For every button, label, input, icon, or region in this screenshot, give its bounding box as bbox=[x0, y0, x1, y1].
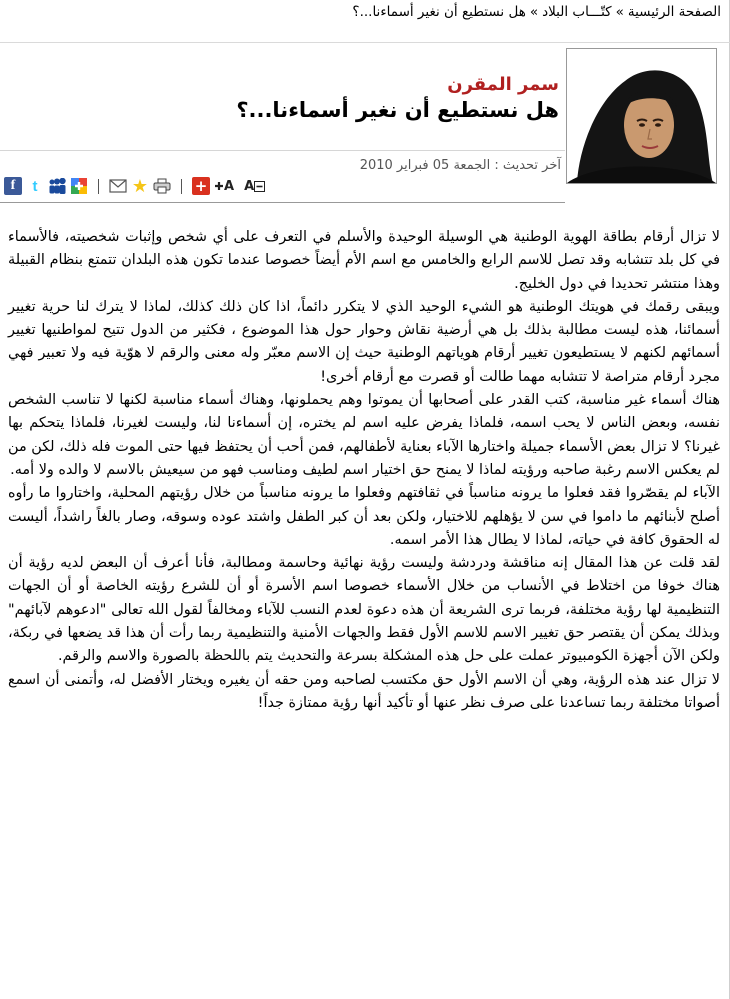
facebook-icon[interactable]: f bbox=[4, 177, 22, 195]
google-icon[interactable] bbox=[70, 177, 88, 195]
font-increase-label: A bbox=[224, 178, 235, 194]
article-paragraph: ويبقى رقمك في هويتك الوطنية هو الشيء الوحيد الذي لا يتكرر دائماً، اذا كان ذلك كذلك، لماذا لا يترك لنا حرية تغيير أسمائنا، هذه ليست مطالبة بذلك بل هي أرضية نقاش وحوار حول هذا الموضوع ، فكثير من الدول تتيح لمواطنيها تغيير أسمائهم لكنهم لا يستطيعون تغيير أرقام هوياتهم الوطنية حيث إن الاسم معبّر وله معنى والرقم لا هوّية فيه ولا تعبير فهي مجرد أرقام متراصة لا تتشابه مهما طالت أو قصرت مع أرقام أخرى! bbox=[8, 298, 720, 385]
email-icon[interactable] bbox=[109, 177, 127, 195]
toolbar-divider bbox=[98, 179, 99, 194]
last-update: آخر تحديث : الجمعة 05 فبراير 2010 bbox=[359, 158, 561, 173]
breadcrumb-separator: » bbox=[529, 4, 539, 20]
article-body bbox=[8, 226, 720, 715]
article-title: هل نستطيع أن نغير أسماءنا...؟ bbox=[236, 98, 559, 122]
meta-divider bbox=[0, 150, 565, 151]
toolbar-divider bbox=[181, 179, 182, 194]
author-name[interactable]: سمر المقرن bbox=[447, 74, 559, 95]
breadcrumb-section-link[interactable]: كتّـــاب البلاد bbox=[542, 4, 612, 20]
article-paragraph: لا تزال أرقام بطاقة الهوية الوطنية هي الوسيلة الوحيدة والأسلم في التعرف على أي شخص وإثبات شخصيته، فالأسماء في كل بلد تتشابه وقد تصل للاسم الرابع والخامس مع اسم الأم أيضاً خصوصا عندما تكون هذه البلدان تتمتع بنظام القبيلة وهذا منتشر تحديدا في دول الخليج. bbox=[8, 229, 720, 292]
add-icon[interactable]: + bbox=[192, 177, 210, 195]
article-paragraph: هناك أسماء غير مناسبة، كتب القدر على أصحابها أن يموتوا وهم يحملونها، وهناك أسماء مناسبة لكنها لا تناسب الشخص نفسه، وبعض الناس لا يحب اسمه، فلماذا يفرض عليه اسم لم يختره، إن أسماءنا لنا، وليست لغيرنا، فلماذا يتحكم بها غيرنا؟ لا تزال بعض الأسماء جميلة واختارها الآباء بعناية لأطفالهم، فمن أحب أن يحتفظ فيها حتى الموت فله ذلك، لكن من لم يعكس الاسم رغبة صاحبه ورؤيته لماذا لا يمنح حق اختيار اسم لطيف ومناسب فهو من سيعيش بالاسم لا والده ولا أمه. bbox=[8, 392, 720, 478]
print-icon[interactable] bbox=[153, 177, 171, 195]
font-decrease-label: A bbox=[244, 178, 255, 194]
article-paragraph: لقد قلت عن هذا المقال إنه مناقشة ودردشة وليست رؤية نهائية وحاسمة ومطالبة، فأنا أعرف أن البعض لديه رؤية أن هناك خوفا من اختلاط في الأنساب من خلال الأسماء خصوصا اسم الأسرة أو أن للشرع رؤيته الخاصة أو أن الجهات التنظيمية لها رؤية مختلفة، فربما ترى الشريعة أن هذه دعوة لعدم النسب للآباء ومخالفاً لقول الله تعالى "ادعوهم لآبائهم" وبذلك يمكن أن يقتصر حق تغيير الاسم للاسم الأول فقط والجهات الأمنية والتنظيمية ربما رأت أن هذا قد يضعها في ربكة، ولكن الآن أجهزة الكومبيوتر عملت على حل هذه المشكلة بسرعة والتحديث يتم باللحظة بالصورة والاسم والرقم. bbox=[8, 555, 720, 665]
breadcrumb-current: هل نستطيع أن نغير أسماءنا...؟ bbox=[352, 4, 526, 20]
font-decrease-icon[interactable] bbox=[244, 179, 265, 194]
top-divider bbox=[0, 42, 730, 43]
content-divider bbox=[0, 202, 565, 203]
favorite-star-icon[interactable]: ★ bbox=[131, 175, 149, 197]
myspace-icon[interactable] bbox=[48, 177, 66, 195]
font-increase-icon[interactable] bbox=[214, 179, 234, 194]
breadcrumb-home-link[interactable]: الصفحة الرئيسية bbox=[627, 4, 721, 20]
breadcrumb-separator: » bbox=[615, 4, 624, 20]
article-paragraph: الآباء لم يقصّروا فقد فعلوا ما يرونه مناسباً في ثقافتهم وفعلوا ما يرونه مناسباً من خلال رؤيتهم المحلية، واختاروا ما رأوه أصلح لأبنائهم ما داموا في سن لا يؤهلهم للاختيار، ولكن بعد أن كبر الطفل واشتد عوده وسوقه، وصار بالغاً راشداً، أليست له الحقوق كافة في حياته، لماذا لا يطال هذا الأمر اسمه. bbox=[8, 485, 720, 548]
twitter-icon[interactable]: t bbox=[32, 177, 38, 195]
author-photo bbox=[566, 48, 717, 184]
share-toolbar bbox=[4, 175, 265, 197]
article-paragraph: لا تزال عند هذه الرؤية، وهي أن الاسم الأول حق مكتسب لصاحبه ومن حقه أن يغيره ويختار الأفضل له، وأتمنى أن اسمع أصواتا مختلفة ربما تساعدنا على صرف نظر عنها أو تأكيد أنها رؤية ممتازة جداً! bbox=[8, 671, 720, 711]
breadcrumb bbox=[352, 4, 721, 20]
